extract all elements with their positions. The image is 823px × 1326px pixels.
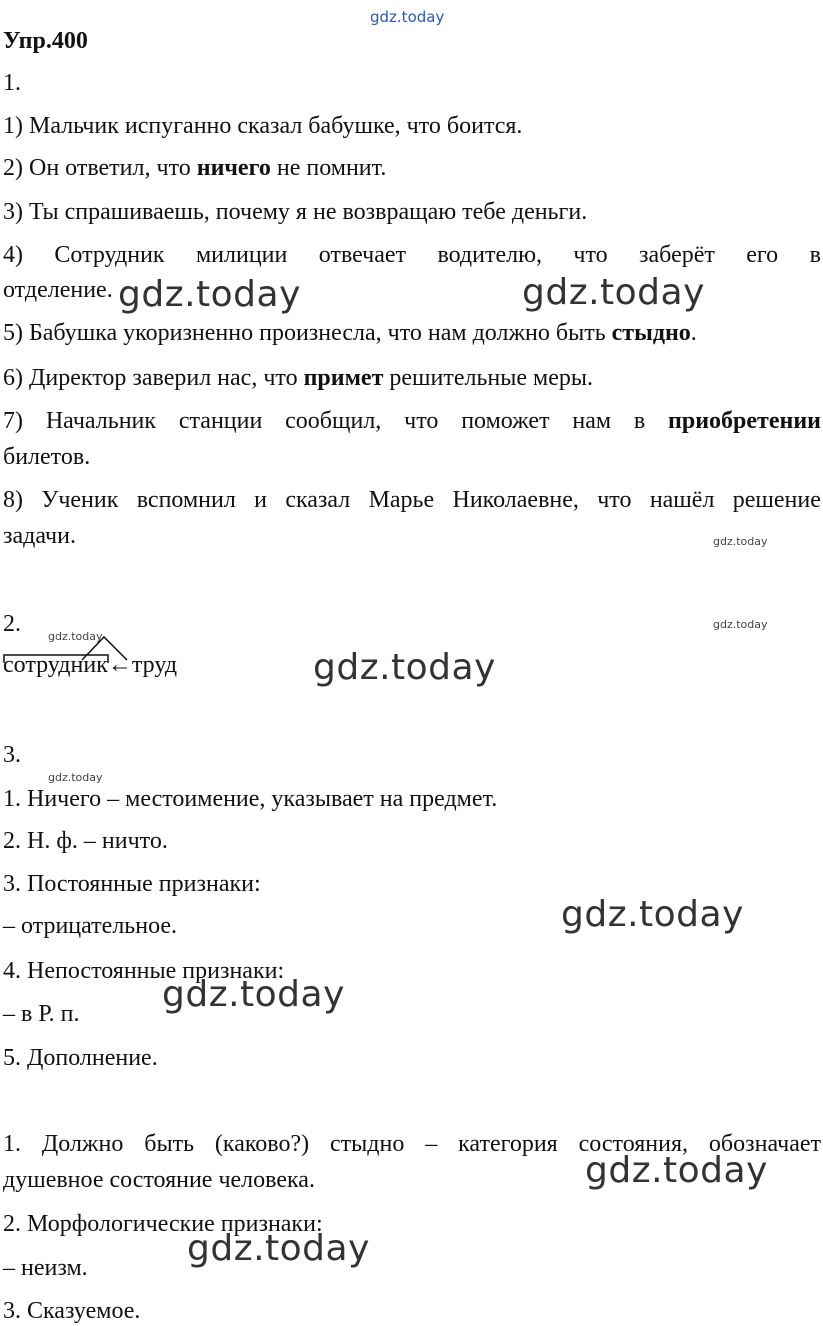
watermark: gdz.today — [561, 894, 744, 935]
part4-line: – неизм. — [3, 1255, 88, 1281]
word: что — [573, 242, 608, 268]
word: сообщил, — [285, 408, 382, 434]
part3-heading: 3. — [3, 742, 21, 768]
word: отвечает — [318, 242, 407, 268]
word: (каково?) — [214, 1131, 310, 1157]
word-bold: приобретении — [668, 408, 821, 434]
word: нашёл — [649, 487, 715, 513]
word: заберёт — [639, 242, 715, 268]
word: в — [809, 242, 821, 268]
word: Начальник — [45, 408, 157, 434]
sentence-5-bold: стыдно — [611, 320, 691, 346]
sentence-6-text-b: решительные меры. — [383, 365, 593, 391]
sentence-2-text-a: 2) Он ответил, что — [3, 155, 197, 181]
watermark: gdz.today — [313, 647, 496, 688]
word: вспомнил — [136, 487, 236, 513]
sentence-6-text-a: 6) Директор заверил нас, что — [3, 365, 304, 391]
sentence-5-text-a: 5) Бабушка укоризненно произнесла, что нам должно быть — [3, 320, 612, 346]
watermark: gdz.today — [187, 1228, 370, 1269]
watermark: gdz.today — [585, 1150, 768, 1191]
word: Марье — [368, 487, 435, 513]
word: быть — [144, 1131, 195, 1157]
arrow-glyph: ← — [107, 652, 132, 678]
stem-bracket — [4, 655, 108, 663]
part4-line: 3. Сказуемое. — [3, 1298, 141, 1324]
word: Сотрудник — [54, 242, 165, 268]
word: его — [746, 242, 779, 268]
word: водителю, — [437, 242, 543, 268]
part3-line: 1. Ничего – местоимение, указывает на предмет. — [3, 786, 498, 812]
part1-heading: 1. — [3, 70, 21, 96]
word: что — [404, 408, 439, 434]
watermark-top: gdz.today — [370, 8, 445, 26]
watermark: gdz.today — [162, 974, 345, 1015]
exercise-title: Упр.400 — [3, 28, 88, 54]
word: и — [254, 487, 267, 513]
word: обозначает — [708, 1131, 821, 1157]
word: поможет — [461, 408, 550, 434]
sentence-3-text: 3) Ты спрашиваешь, почему я не возвращаю тебе деньги. — [3, 199, 588, 225]
word: что — [597, 487, 632, 513]
word: сказал — [285, 487, 351, 513]
word: – — [425, 1131, 438, 1157]
word: решение — [732, 487, 821, 513]
watermark-small: gdz.today — [48, 630, 103, 643]
word: Ученик — [41, 487, 119, 513]
sentence-2-text-b: не помнит. — [270, 155, 387, 181]
sentence-8-line2: задачи. — [3, 523, 76, 549]
word-suffix: к — [96, 652, 108, 678]
part3-line: – в Р. п. — [3, 1001, 80, 1027]
word: станции — [178, 408, 263, 434]
part3-line: 2. Н. ф. – ничто. — [3, 828, 168, 854]
part2-heading: 2. — [3, 611, 21, 637]
word: стыдно — [330, 1131, 405, 1157]
word: милиции — [195, 242, 288, 268]
word: в — [633, 408, 646, 434]
source-word: труд — [131, 652, 178, 678]
word: Николаевне, — [452, 487, 579, 513]
sentence-1-text: 1) Мальчик испуганно сказал бабушке, что боится. — [3, 113, 523, 139]
word-stem: сотрудни — [3, 652, 97, 678]
word: 1. — [3, 1131, 21, 1157]
watermark: gdz.today — [118, 274, 301, 315]
word: категория — [458, 1131, 558, 1157]
sentence-2-bold: ничего — [196, 155, 271, 181]
part3-line: 5. Дополнение. — [3, 1045, 158, 1071]
word: Должно — [41, 1131, 124, 1157]
watermark-small: gdz.today — [713, 618, 768, 631]
sentence-7-line2: билетов. — [3, 444, 91, 470]
word: 4) — [3, 242, 23, 268]
word: 7) — [3, 408, 23, 434]
part4-line: душевное состояние человека. — [3, 1167, 315, 1193]
sentence-5-text-b: . — [690, 320, 697, 346]
word: состояния, — [578, 1131, 689, 1157]
word: 8) — [3, 487, 23, 513]
sentence-4-line2: отделение. — [3, 277, 113, 303]
part3-line: – отрицательное. — [3, 913, 178, 939]
part3-line: 3. Постоянные признаки: — [3, 871, 261, 897]
watermark-small: gdz.today — [713, 535, 768, 548]
watermark: gdz.today — [522, 272, 705, 313]
word: нам — [572, 408, 612, 434]
watermark-small: gdz.today — [48, 771, 103, 784]
part3-line: 4. Непостоянные признаки: — [3, 958, 285, 984]
part4-line: 2. Морфологические признаки: — [3, 1211, 323, 1237]
sentence-6-bold: примет — [303, 365, 384, 391]
